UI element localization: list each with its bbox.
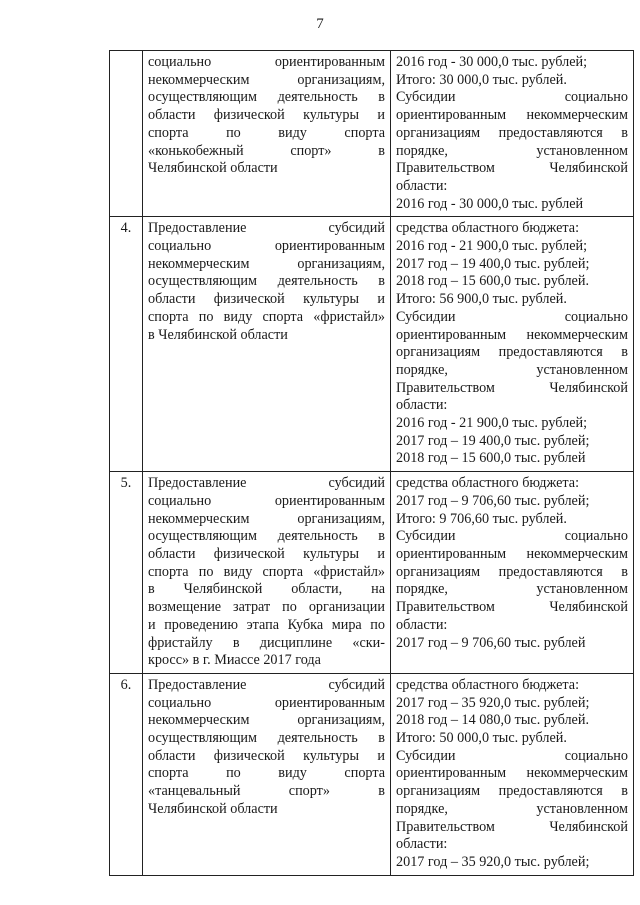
row-number: 6. xyxy=(110,673,143,875)
text-line: в Челябинской области xyxy=(148,326,288,343)
text-line: 2018 год – 15 600,0 тыс. рублей. xyxy=(396,273,589,290)
text-line: Субсидии социально xyxy=(396,528,628,545)
text-line: 2016 год - 21 900,0 тыс. рублей; xyxy=(396,415,588,432)
program-table xyxy=(109,50,634,876)
text-line: некоммерческим организациям, xyxy=(148,510,385,527)
text-line: социально ориентированным xyxy=(148,54,385,70)
text-line: Субсидии социально xyxy=(396,747,628,764)
text-line: Предоставление субсидий xyxy=(148,220,385,237)
text-line: области физической культуры и xyxy=(148,107,385,124)
funding-details xyxy=(391,673,634,875)
text-line: 2016 год - 30 000,0 тыс. рублей xyxy=(396,195,584,212)
text-line: порядке, установленном xyxy=(396,581,628,598)
text-line: ориентированным некоммерческим xyxy=(396,326,628,343)
text-line: Челябинской области xyxy=(148,800,278,817)
text-line: 2017 год – 19 400,0 тыс. рублей; xyxy=(396,255,590,272)
text-line: некоммерческим организациям, xyxy=(148,712,385,729)
text-line: Челябинской области xyxy=(148,160,278,177)
text-line: осуществляющим деятельность в xyxy=(148,89,385,106)
text-line: организациям предоставляются в xyxy=(396,344,628,361)
text-line: Правительством Челябинской xyxy=(396,599,628,616)
text-line: организациям предоставляются в xyxy=(396,124,628,141)
funding-details xyxy=(391,472,634,674)
text-line: 2018 год – 15 600,0 тыс. рублей xyxy=(396,450,586,467)
text-line: ориентированным некоммерческим xyxy=(396,107,628,124)
text-line: некоммерческим организациям, xyxy=(148,255,385,272)
text-line: 2017 год – 9 706,60 тыс. рублей xyxy=(396,634,586,651)
text-line: области физической культуры и xyxy=(148,545,385,562)
text-line: Итого: 30 000,0 тыс. рублей. xyxy=(396,71,567,88)
funding-details xyxy=(391,217,634,472)
activity-description xyxy=(143,673,391,875)
text-line: Правительством Челябинской xyxy=(396,818,628,835)
text-line: области физической культуры и xyxy=(148,747,385,764)
row-number: 4. xyxy=(110,217,143,472)
text-line: возмещение затрат по организации xyxy=(148,599,385,616)
text-line: в Челябинской области, на xyxy=(148,581,385,598)
table-row xyxy=(110,472,634,674)
page-number: 7 xyxy=(316,16,324,32)
text-line: средства областного бюджета: xyxy=(396,220,580,237)
text-line: ориентированным некоммерческим xyxy=(396,545,628,562)
text-line: и проведению этапа Кубка мира по xyxy=(148,616,385,633)
text-line: 2018 год – 14 080,0 тыс. рублей. xyxy=(396,712,589,729)
text-line: Правительством Челябинской xyxy=(396,160,628,177)
table-row xyxy=(110,217,634,472)
text-line: Субсидии социально xyxy=(396,308,628,325)
text-line: осуществляющим деятельность в xyxy=(148,273,385,290)
text-line: Предоставление субсидий xyxy=(148,676,385,693)
table-row xyxy=(110,51,634,217)
text-line: 2017 год – 9 706,60 тыс. рублей; xyxy=(396,492,590,509)
activity-description xyxy=(143,51,391,217)
text-line: области: xyxy=(396,836,448,853)
text-line: 2017 год – 19 400,0 тыс. рублей; xyxy=(396,432,590,449)
text-line: Предоставление субсидий xyxy=(148,475,385,492)
text-line: социально ориентированным xyxy=(148,492,385,509)
text-line: спорта по виду спорта «фристайл» xyxy=(148,308,385,325)
text-line: «танцевальный спорт» в xyxy=(148,783,385,800)
text-line: некоммерческим организациям, xyxy=(148,71,385,88)
activity-description xyxy=(143,472,391,674)
text-line: 2016 год - 30 000,0 тыс. рублей; xyxy=(396,54,588,70)
text-line: кросс» в г. Миассе 2017 года xyxy=(148,652,321,669)
funding-details xyxy=(391,51,634,217)
text-line: организациям предоставляются в xyxy=(396,783,628,800)
activity-description xyxy=(143,217,391,472)
text-line: средства областного бюджета: xyxy=(396,676,580,693)
text-line: спорта по виду спорта xyxy=(148,765,385,782)
text-line: спорта по виду спорта xyxy=(148,124,385,141)
text-line: 2017 год – 35 920,0 тыс. рублей; xyxy=(396,694,590,711)
text-line: социально ориентированным xyxy=(148,694,385,711)
row-number: 5. xyxy=(110,472,143,674)
text-line: порядке, установленном xyxy=(396,361,628,378)
text-line: организациям предоставляются в xyxy=(396,563,628,580)
text-line: порядке, установленном xyxy=(396,142,628,159)
text-line: «конькобежный спорт» в xyxy=(148,142,385,159)
row-number xyxy=(110,51,143,217)
text-line: порядке, установленном xyxy=(396,800,628,817)
text-line: Итого: 50 000,0 тыс. рублей. xyxy=(396,730,567,747)
text-line: осуществляющим деятельность в xyxy=(148,730,385,747)
text-line: средства областного бюджета: xyxy=(396,475,580,492)
text-line: Итого: 56 900,0 тыс. рублей. xyxy=(396,291,567,308)
text-line: 2016 год - 21 900,0 тыс. рублей; xyxy=(396,238,588,255)
text-line: 2017 год – 35 920,0 тыс. рублей; xyxy=(396,853,590,870)
text-line: ориентированным некоммерческим xyxy=(396,765,628,782)
text-line: Правительством Челябинской xyxy=(396,379,628,396)
text-line: области физической культуры и xyxy=(148,291,385,308)
text-line: Субсидии социально xyxy=(396,89,628,106)
text-line: Итого: 9 706,60 тыс. рублей. xyxy=(396,510,567,527)
text-line: фристайлу в дисциплине «ски- xyxy=(148,634,385,651)
text-line: социально ориентированным xyxy=(148,238,385,255)
table-row xyxy=(110,673,634,875)
text-line: спорта по виду спорта «фристайл» xyxy=(148,563,385,580)
text-line: области: xyxy=(396,177,448,194)
text-line: осуществляющим деятельность в xyxy=(148,528,385,545)
text-line: области: xyxy=(396,397,448,414)
text-line: области: xyxy=(396,616,448,633)
